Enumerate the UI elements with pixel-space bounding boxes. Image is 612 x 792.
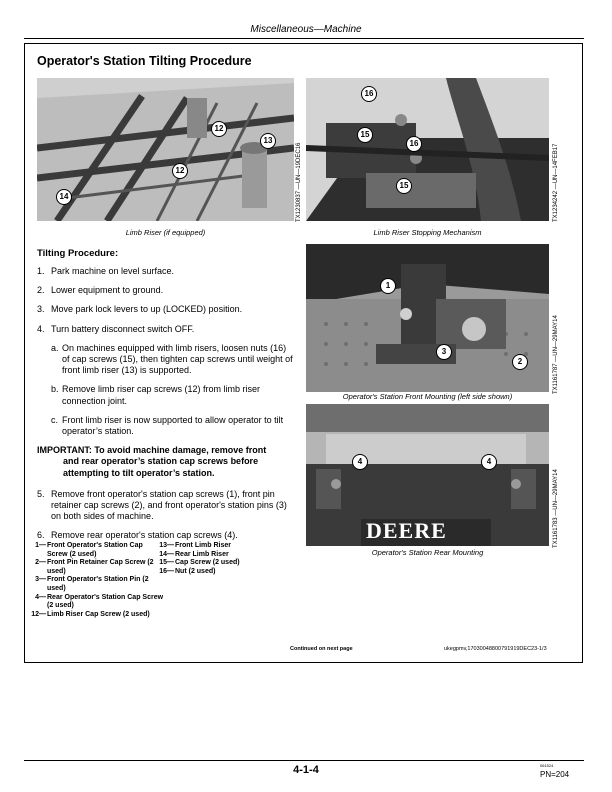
figure-rear-mounting-caption: Operator's Station Rear Mounting	[371, 548, 484, 557]
important-line1: To avoid machine damage, remove front	[94, 445, 267, 456]
step-5: 5. Remove front operator's station cap screws (1), front pin retainer cap screws (2), and front operator's station pins (3) on both sides of machine.	[37, 488, 287, 522]
callout-3: 3	[436, 344, 452, 360]
substep-c: c. Front limb riser is now supported to allow operator to tilt operator’s station.	[51, 414, 284, 437]
callout-1: 1	[380, 278, 396, 294]
important-rest: and rear operator’s station cap screws before attempting to tilt operator’s station.	[63, 456, 259, 478]
important-notice	[37, 445, 293, 479]
procedure-block	[37, 248, 293, 550]
legend-item: 4— Rear Operator's Station Cap Screw (2 used)	[35, 593, 164, 610]
substep-a: a. On machines equipped with limb risers, loosen nuts (16) of cap screws (15), then tighten cap screws until weight of front limb riser (13) is supported.	[51, 342, 293, 376]
legend-item: 16— Nut (2 used)	[159, 567, 216, 575]
figure-front-mounting-caption: Operator's Station Front Mounting (left side shown)	[342, 392, 513, 401]
callout-12-upper: 12	[211, 121, 227, 137]
important-label: IMPORTANT:	[37, 445, 92, 456]
footer-rule	[24, 760, 584, 761]
figure-limb-riser-photo	[37, 78, 294, 221]
step-3: 3. Move park lock levers to up (LOCKED) position.	[37, 304, 243, 315]
page-number: 4-1-4	[293, 764, 319, 776]
step-1: 1. Park machine on level surface.	[37, 266, 175, 276]
legend-item: 12— Limb Riser Cap Screw (2 used)	[31, 610, 150, 618]
figure-stopping-mechanism-caption: Limb Riser Stopping Mechanism	[373, 228, 482, 237]
figure-limb-riser-caption: Limb Riser (if equipped)	[125, 228, 206, 237]
section-title: Operator's Station Tilting Procedure	[37, 54, 252, 68]
header-rule	[24, 38, 584, 39]
legend-item: 13— Front Limb Riser	[159, 542, 232, 549]
substep-b: b. Remove limb riser cap screws (12) from limb riser connection joint.	[51, 384, 261, 406]
figure-front-mounting-code: TX1161787 —UN—29MAY14	[553, 315, 559, 394]
callout-15-lower: 15	[396, 178, 412, 194]
callout-16-upper: 16	[361, 86, 377, 102]
legend-item: 14— Rear Limb Riser	[159, 550, 229, 558]
callout-16-lower: 16	[406, 136, 422, 152]
callout-14: 14	[56, 189, 72, 205]
callout-4-left: 4	[352, 454, 368, 470]
legend-left	[24, 542, 164, 619]
legend-item: 15— Cap Screw (2 used)	[159, 559, 240, 567]
procedure-title: Tilting Procedure:	[37, 248, 119, 259]
callout-12-lower: 12	[172, 163, 188, 179]
callout-2: 2	[512, 354, 528, 370]
callout-4-right: 4	[481, 454, 497, 470]
figure-stopping-mechanism-code: TX1234242 —UN—14FEB17	[553, 143, 559, 222]
figure-limb-riser-code: TX1230837 —UN—19DEC16	[296, 142, 302, 222]
legend-item: 2— Front Pin Retainer Cap Screw (2 used)	[35, 559, 154, 575]
legend-right	[152, 542, 292, 576]
page-header-title: Miscellaneous—Machine	[250, 24, 362, 35]
legend-item: 3— Front Operator's Station Pin (2 used)	[35, 576, 149, 592]
step-2: 2. Lower equipment to ground.	[37, 285, 164, 296]
deere-brand-text: DEERE	[366, 518, 447, 543]
legend-item: 1— Front Operator's Station Cap Screw (2 used)	[35, 542, 143, 558]
callout-13: 13	[260, 133, 276, 149]
small-code: 061524	[540, 763, 554, 768]
document-code: ukegpmv,17030048800791919DEC23-1/3	[444, 646, 547, 652]
callout-15-upper: 15	[357, 127, 373, 143]
continued-note: Continued on next page	[290, 646, 353, 652]
figure-rear-mounting-code: TX1161783 —UN—29MAY14	[553, 469, 559, 548]
figure-stopping-mechanism-photo	[306, 78, 549, 221]
pn-label: PN=204	[540, 770, 570, 779]
figure-front-mounting-photo	[306, 244, 549, 392]
step-4: 4. Turn battery disconnect switch OFF.	[37, 323, 195, 334]
step-6: 6. Remove rear operator's station cap screws (4).	[37, 530, 238, 541]
